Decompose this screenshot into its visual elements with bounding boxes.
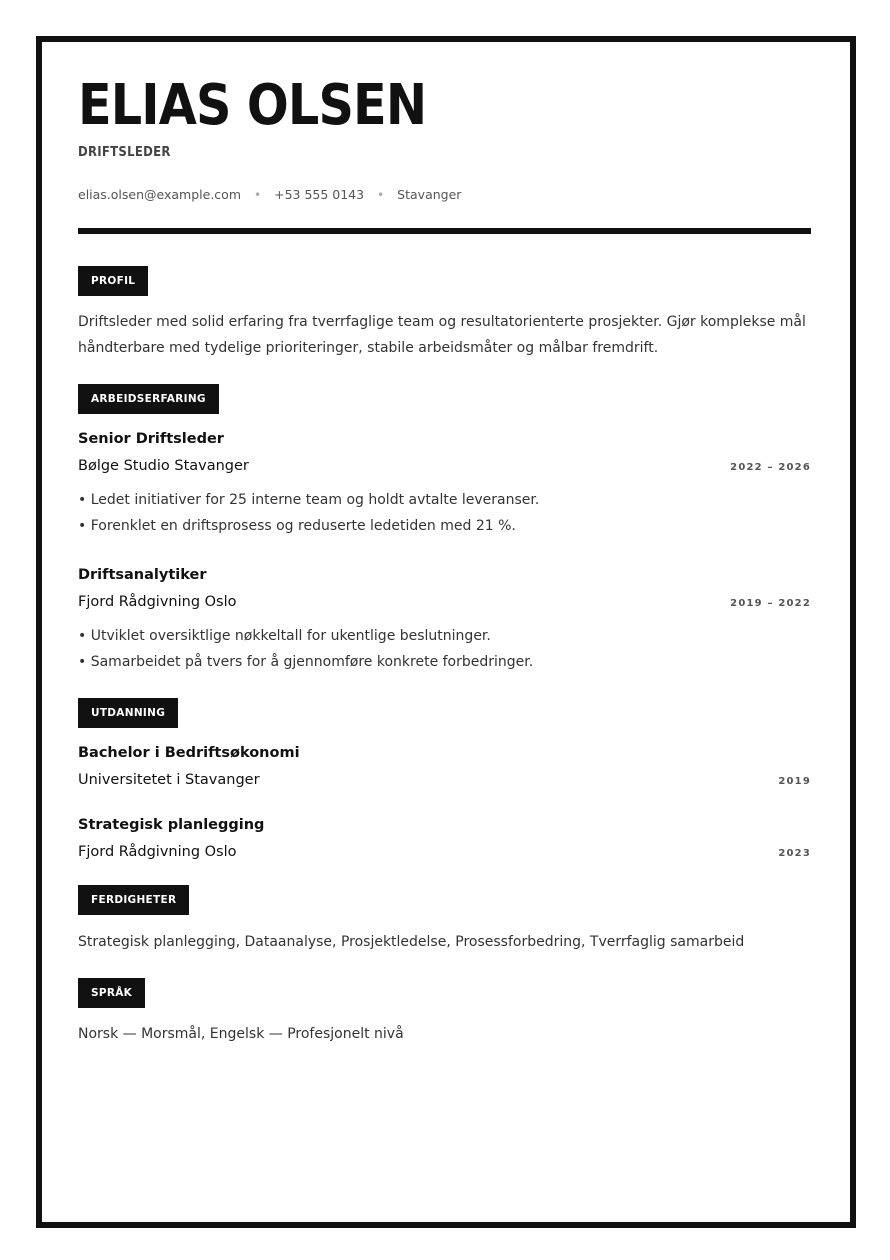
separator-dot: • (377, 188, 385, 202)
contact-phone[interactable]: +53 555 0143 (274, 187, 365, 202)
profile-text: Driftsleder med solid erfaring fra tverrfaglige team og resultatorienterte prosjekter. Gjør komplekse mål håndterbare med tydelige prioriteringer, stabile arbeidsmåter og målbar fremdrift. (78, 314, 806, 356)
job-company: Bølge Studio Stavanger (78, 458, 249, 474)
education-title: Bachelor i Bedriftsøkonomi (78, 745, 300, 761)
education-title: Strategisk planlegging (78, 817, 265, 833)
bullet-item: • Samarbeidet på tvers for å gjennomføre konkrete forbedringer. (78, 649, 811, 675)
section-heading-education: UTDANNING (78, 698, 178, 728)
bullet-item: • Forenklet en driftsprosess og reduserte ledetiden med 21 %. (78, 513, 811, 539)
section-heading-languages: SPRÅK (78, 978, 145, 1008)
contact-location: Stavanger (397, 187, 462, 202)
skills-text: Strategisk planlegging, Dataanalyse, Prosjektledelse, Prosessforbedring, Tverrfaglig samarbeid (78, 934, 745, 950)
job-bullets (78, 623, 811, 675)
section-heading-experience: ARBEIDSERFARING (78, 384, 219, 414)
education-year: 2023 (778, 848, 811, 859)
job-company: Fjord Rådgivning Oslo (78, 594, 237, 610)
candidate-role: DRIFTSLEDER (78, 145, 171, 160)
job-dates: 2019 – 2022 (730, 598, 811, 609)
header-divider (78, 228, 811, 234)
bullet-item: • Utviklet oversiktlige nøkkeltall for ukentlige beslutninger. (78, 623, 811, 649)
job-title: Driftsanalytiker (78, 567, 207, 583)
job-bullets (78, 487, 811, 539)
job-title: Senior Driftsleder (78, 431, 224, 447)
education-school: Fjord Rådgivning Oslo (78, 844, 237, 860)
contact-line (78, 186, 461, 204)
section-heading-profile: PROFIL (78, 266, 148, 296)
bullet-item: • Ledet initiativer for 25 interne team og holdt avtalte leveranser. (78, 487, 811, 513)
education-year: 2019 (778, 776, 811, 787)
section-heading-skills: FERDIGHETER (78, 885, 189, 915)
languages-text: Norsk — Morsmål, Engelsk — Profesjonelt nivå (78, 1026, 404, 1042)
education-school: Universitetet i Stavanger (78, 772, 260, 788)
contact-email[interactable]: elias.olsen@example.com (78, 187, 242, 202)
separator-dot: • (254, 188, 262, 202)
candidate-name: ELIAS OLSEN (78, 73, 427, 138)
job-dates: 2022 – 2026 (730, 462, 811, 473)
